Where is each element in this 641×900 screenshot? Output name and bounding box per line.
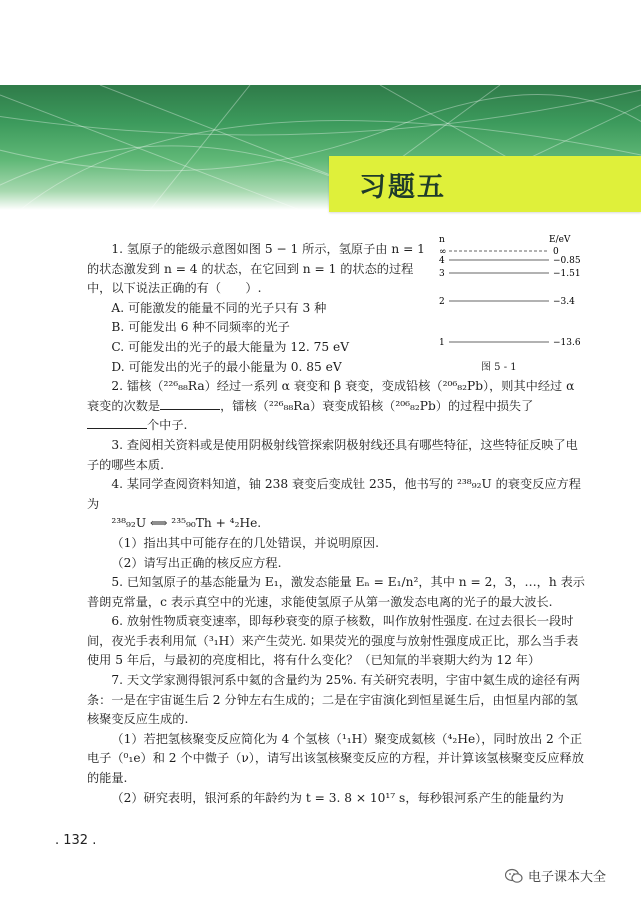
level-3-e: −1.51 (553, 269, 581, 279)
question-1-option-d: D. 可能发出的光子的最小能量为 0. 85 eV (111, 359, 342, 374)
question-1-stem: 1. 氢原子的能级示意图如图 5 − 1 所示，氢原子由 n = 1 的状态激发到 n = 4 的状态，在它回到 n = 1 的状态的过程中，以下说法正确的有（ ）. (87, 242, 425, 296)
axis-e-label: E/eV (549, 235, 571, 245)
level-4-n: 4 (439, 256, 445, 266)
level-3-n: 3 (439, 269, 445, 279)
chapter-title-box (329, 156, 641, 212)
question-2-part-c: 个中子. (147, 418, 188, 433)
question-7-sub-2: （2）研究表明，银河系的年龄约为 t = 3. 8 × 10¹⁷ s，每秒银河系产生的能量约为 (111, 790, 564, 805)
question-1-option-c: C. 可能发出的光子的最大能量为 12. 75 eV (111, 339, 349, 354)
level-2-e: −3.4 (553, 297, 575, 307)
question-3: 3. 查阅相关资料或是使用阴极射线管探索阴极射线还具有哪些特征，这些特征反映了电子的哪些本质. (87, 437, 578, 472)
question-2 (87, 377, 587, 436)
question-4-equation: ²³⁸₉₂U ⟺ ²³⁵₉₀Th + ⁴₂He. (111, 516, 262, 531)
answer-blank-alpha (160, 397, 220, 410)
level-inf-n: ∞ (439, 247, 447, 257)
question-7-sub-1: （1）若把氢核聚变反应简化为 4 个氢核（¹₁H）聚变成氦核（⁴₂He），同时放出 2 个正电子（⁰₁e）和 2 个中微子（ν），请写出该氢核聚变反应的方程，并计算该氢核聚变反应释放的能量. (87, 731, 584, 786)
question-1-option-b: B. 可能发出 6 种不同频率的光子 (111, 320, 290, 335)
exercise-content (87, 240, 587, 808)
level-2-n: 2 (439, 297, 445, 307)
chapter-title: 习题五 (359, 171, 446, 203)
question-1-option-a: A. 可能激发的能量不同的光子只有 3 种 (111, 300, 327, 315)
level-inf-e: 0 (553, 247, 559, 257)
question-2-part-b: ，镭核（²²⁶₈₈Ra）衰变成铅核（²⁰⁶₈₂Pb）的过程中损失了 (220, 398, 534, 413)
question-4-stem: 4. 某同学查阅资料知道，铀 238 衰变后变成钍 235，他书写的 ²³⁸₉₂U 的衰变反应方程为 (87, 477, 581, 511)
question-5: 5. 已知氢原子的基态能量为 E₁，激发态能量 Eₙ = E₁/n²，其中 n = 2，3，…，h 表示普朗克常量，c 表示真空中的光速，求能使氢原子从第一激发态电离的光子的最大波长. (87, 575, 585, 609)
wechat-account-name: 电子课本大全 (528, 870, 607, 885)
figure-caption: 图 5 - 1 (481, 362, 517, 373)
answer-blank-neutrons (87, 416, 147, 429)
question-6: 6. 放射性物质衰变速率，即每秒衰变的原子核数，叫作放射性强度. 在过去很长一段时间，夜光手表利用氚（³₁H）来产生荧光. 如果荧光的强度与放射性强度成正比，那么当手表使用 5 年后，与最初的亮度相比，将有什么变化？（已知氚的半衰期大约为 12 年） (87, 614, 579, 668)
level-1-e: −13.6 (553, 338, 581, 348)
wechat-icon (505, 868, 523, 884)
wechat-watermark (505, 866, 606, 885)
question-7-stem: 7. 天文学家测得银河系中氦的含量约为 25%. 有关研究表明，宇宙中氦生成的途径有两条：一是在宇宙诞生后 2 分钟左右生成的；二是在宇宙演化到恒星诞生后，由恒星内部的氢核聚变反应生成的. (87, 673, 580, 727)
level-4-e: −0.85 (553, 256, 581, 266)
question-4-sub-2: （2）请写出正确的核反应方程. (111, 555, 282, 570)
level-1-n: 1 (439, 338, 445, 348)
question-2-part-a: 2. 镭核（²²⁶₈₈Ra）经过一系列 α 衰变和 β 衰变，变成铅核（²⁰⁶₈₂Pb），则其中经过 α 衰变的次数是 (87, 379, 575, 413)
question-4-sub-1: （1）指出其中可能存在的几处错误，并说明原因. (111, 535, 379, 550)
axis-n-label: n (439, 235, 445, 245)
page-number: . 132 . (55, 833, 97, 848)
